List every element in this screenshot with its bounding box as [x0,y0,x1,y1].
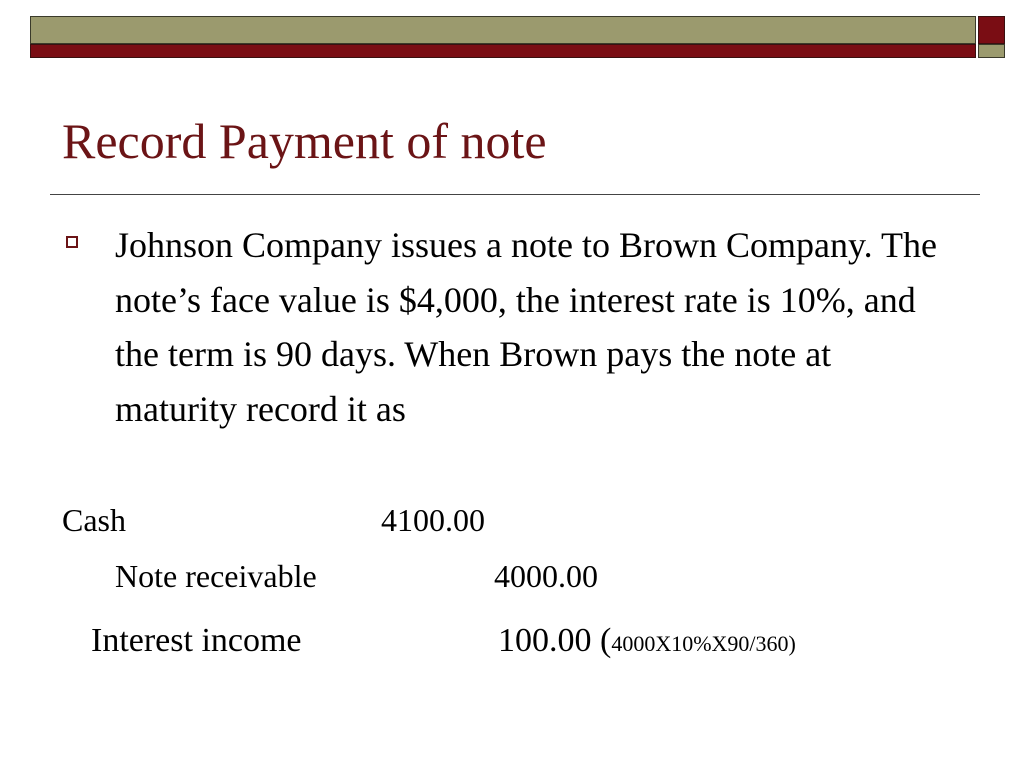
bullet-text: Johnson Company issues a note to Brown Company. The note’s face value is $4,000, the interest rate is 10%, and the term is 90 days. When Brown pays the note at maturity record it as [115,225,937,429]
header-olive-stripe [30,16,976,44]
entry-cash-amount: 4100.00 [381,502,485,538]
square-bullet-icon [66,236,78,248]
entry-interest-income-line [498,624,796,658]
slide-title: Record Payment of note [62,113,547,169]
entry-interest-income-account: Interest income [91,622,302,659]
entry-cash-account: Cash [62,502,126,538]
header-maroon-stripe [30,44,976,58]
entry-interest-income-amount: 100.00 ( [498,622,612,659]
entry-interest-calculation: 4000X10%X90/360) [611,631,796,656]
header-bar [30,16,1005,60]
header-corner-olive-square [978,44,1005,58]
entry-note-receivable-amount: 4000.00 [494,558,598,594]
entry-note-receivable-account: Note receivable [115,558,317,594]
title-divider [50,194,980,195]
header-corner-red-square [978,16,1005,44]
